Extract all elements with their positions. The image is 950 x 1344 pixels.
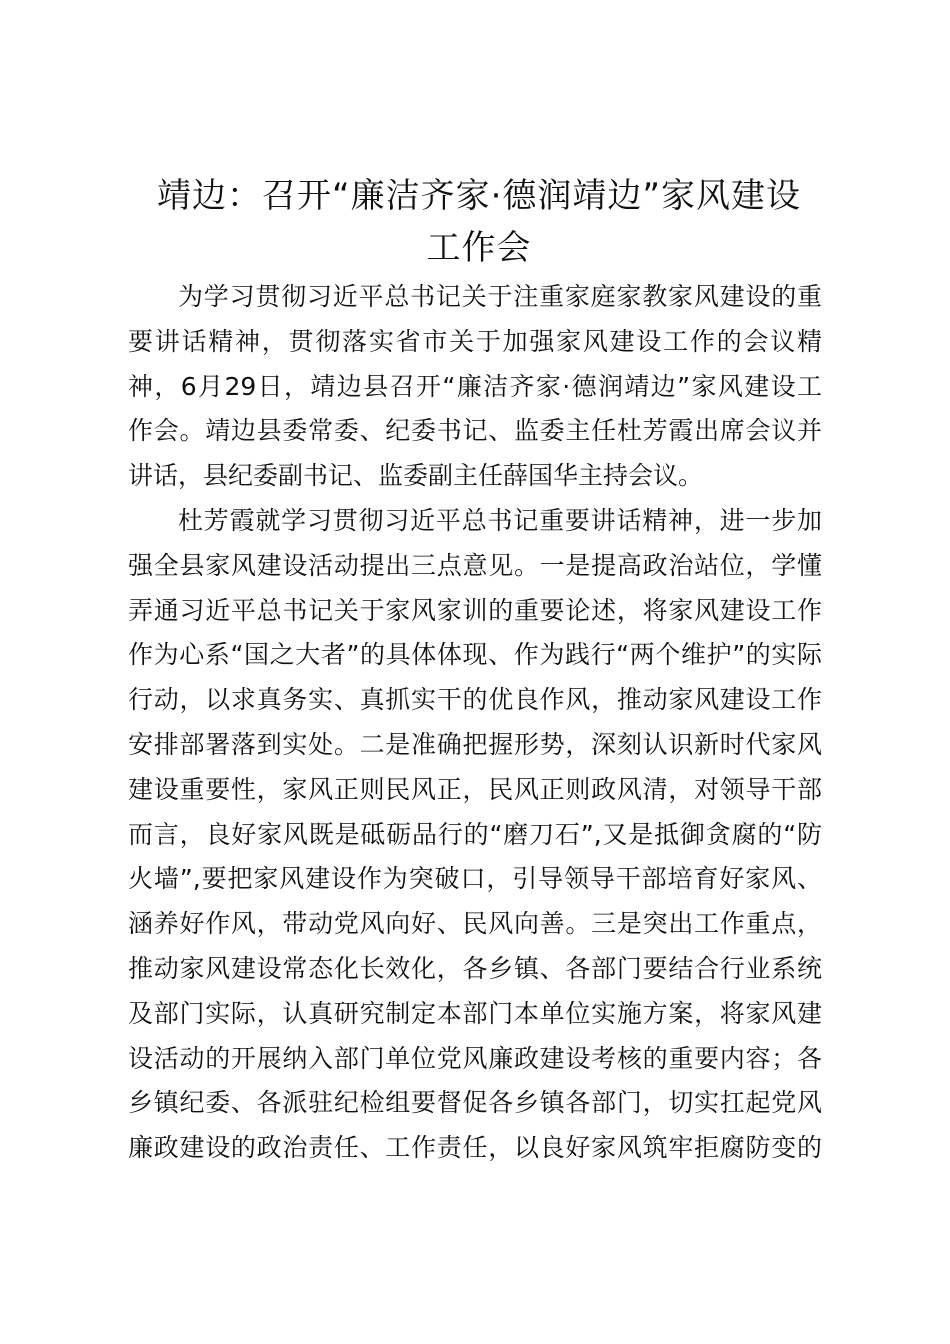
text-line: 火墙”,要把家风建设作为突破口，引导领导干部培育好家风、 bbox=[128, 864, 822, 894]
text-line: 廉政建设的政治责任、工作责任，以良好家风筑牢拒腐防变的 bbox=[128, 1133, 822, 1163]
text-line: 强全县家风建设活动提出三点意见。一是提高政治站位，学懂 bbox=[128, 550, 822, 580]
text-line: 建设重要性，家风正则民风正，民风正则政风清，对领导干部 bbox=[128, 774, 822, 804]
text-line: 要讲话精神，贯彻落实省市关于加强家风建设工作的会议精 bbox=[128, 326, 822, 356]
text-line: 而言，良好家风既是砥砺品行的“磨刀石”,又是抵御贪腐的“防 bbox=[128, 819, 822, 849]
text-line: 弄通习近平总书记关于家风家训的重要论述，将家风建设工作 bbox=[128, 595, 822, 625]
paragraph bbox=[128, 275, 822, 499]
text-line: 安排部署落到实处。二是准确把握形势，深刻认识新时代家风 bbox=[128, 729, 822, 759]
text-line: 行动，以求真务实、真抓实干的优良作风，推动家风建设工作 bbox=[128, 685, 822, 715]
title-line: 靖边：召开“廉洁齐家·德润靖边”家风建设 bbox=[156, 176, 802, 216]
text-line: 及部门实际，认真研究制定本部门本单位实施方案，将家风建 bbox=[128, 998, 822, 1028]
text-line: 作会。靖边县委常委、纪委书记、监委主任杜芳霞出席会议并 bbox=[128, 416, 822, 446]
paragraph bbox=[128, 499, 822, 1171]
text-line: 讲话，县纪委副书记、监委副主任薛国华主持会议。 bbox=[128, 461, 704, 491]
text-line: 涵养好作风，带动党风向好、民风向善。三是突出工作重点， bbox=[128, 909, 822, 939]
title-line: 工作会 bbox=[426, 228, 532, 268]
text-line: 为学习贯彻习近平总书记关于注重家庭家教家风建设的重 bbox=[178, 282, 822, 311]
document-body bbox=[128, 275, 822, 1171]
text-line: 神，6月29日，靖边县召开“廉洁齐家·德润靖边”家风建设工 bbox=[128, 371, 822, 401]
text-line: 设活动的开展纳入部门单位党风廉政建设考核的重要内容；各 bbox=[128, 1043, 822, 1073]
document-title bbox=[122, 170, 836, 274]
text-line: 杜芳霞就学习贯彻习近平总书记重要讲话精神，进一步加 bbox=[178, 505, 822, 535]
text-line: 推动家风建设常态化长效化，各乡镇、各部门要结合行业系统 bbox=[128, 953, 822, 983]
text-line: 作为心系“国之大者”的具体体现、作为践行“两个维护”的实际 bbox=[128, 640, 822, 670]
text-line: 乡镇纪委、各派驻纪检组要督促各乡镇各部门，切实扛起党风 bbox=[128, 1088, 822, 1118]
